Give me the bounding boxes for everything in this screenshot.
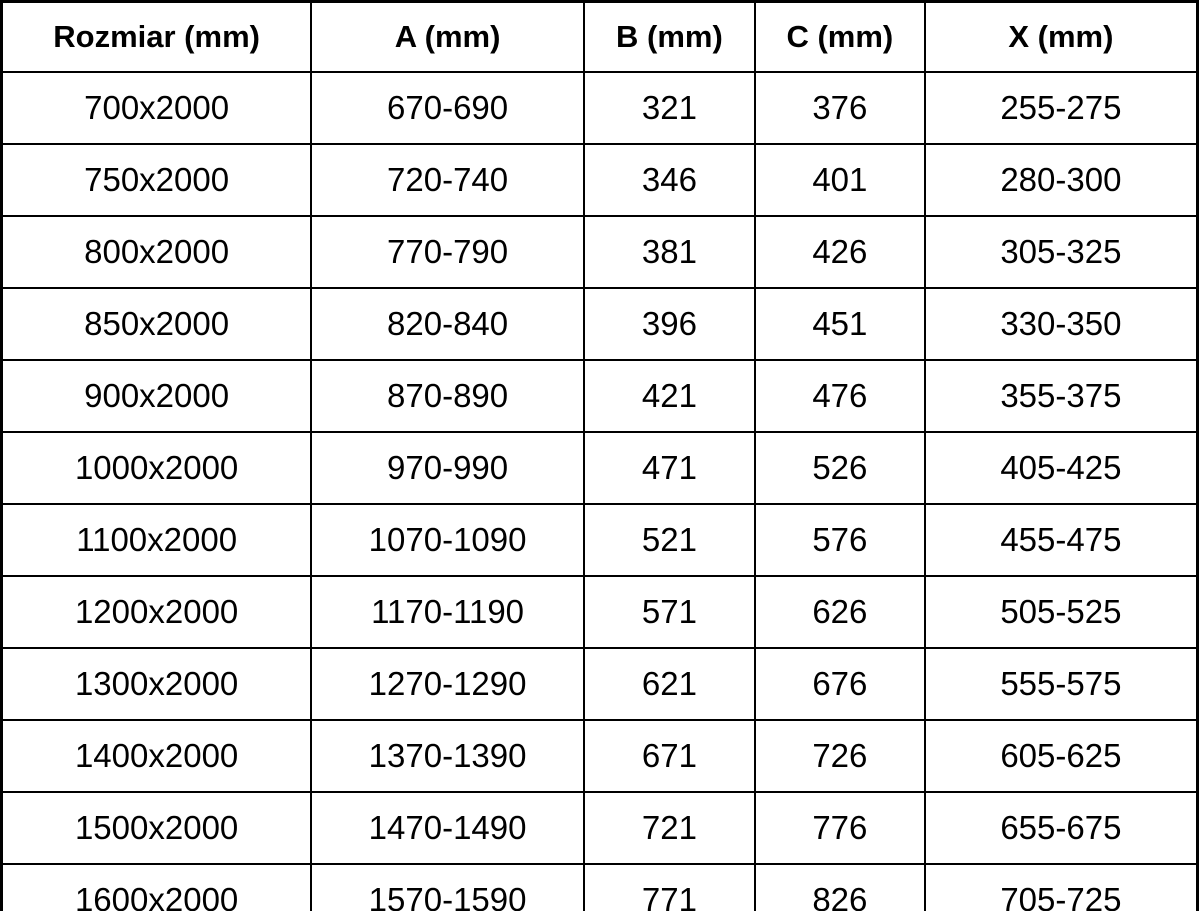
table-cell: 455-475	[925, 504, 1198, 576]
table-cell: 255-275	[925, 72, 1198, 144]
table-row	[2, 360, 1198, 432]
table-cell: 1370-1390	[311, 720, 584, 792]
table-row	[2, 720, 1198, 792]
table-row	[2, 864, 1198, 911]
table-cell: 676	[755, 648, 925, 720]
table-cell: 555-575	[925, 648, 1198, 720]
table-cell: 655-675	[925, 792, 1198, 864]
table-cell: 505-525	[925, 576, 1198, 648]
table-cell: 1300x2000	[2, 648, 312, 720]
table-cell: 1170-1190	[311, 576, 584, 648]
table-cell: 705-725	[925, 864, 1198, 911]
table-cell: 1400x2000	[2, 720, 312, 792]
table-cell: 621	[584, 648, 755, 720]
table-cell: 771	[584, 864, 755, 911]
table-cell: 1200x2000	[2, 576, 312, 648]
column-header-rozmiar: Rozmiar (mm)	[2, 2, 312, 73]
column-header-b: B (mm)	[584, 2, 755, 73]
table-cell: 776	[755, 792, 925, 864]
table-cell: 770-790	[311, 216, 584, 288]
table-cell: 396	[584, 288, 755, 360]
table-cell: 1500x2000	[2, 792, 312, 864]
table-cell: 800x2000	[2, 216, 312, 288]
table-cell: 526	[755, 432, 925, 504]
table-cell: 721	[584, 792, 755, 864]
table-cell: 870-890	[311, 360, 584, 432]
table-row	[2, 648, 1198, 720]
table-cell: 700x2000	[2, 72, 312, 144]
table-cell: 1000x2000	[2, 432, 312, 504]
table-cell: 850x2000	[2, 288, 312, 360]
table-cell: 381	[584, 216, 755, 288]
table-header	[2, 2, 1198, 73]
table-cell: 1070-1090	[311, 504, 584, 576]
table-cell: 330-350	[925, 288, 1198, 360]
table-row	[2, 144, 1198, 216]
table-cell: 451	[755, 288, 925, 360]
table-cell: 720-740	[311, 144, 584, 216]
table-cell: 426	[755, 216, 925, 288]
table-row	[2, 432, 1198, 504]
table-cell: 321	[584, 72, 755, 144]
table-cell: 750x2000	[2, 144, 312, 216]
header-row	[2, 2, 1198, 73]
table-cell: 571	[584, 576, 755, 648]
table-cell: 605-625	[925, 720, 1198, 792]
table-row	[2, 504, 1198, 576]
table-cell: 405-425	[925, 432, 1198, 504]
table-cell: 471	[584, 432, 755, 504]
column-header-x: X (mm)	[925, 2, 1198, 73]
table-cell: 1570-1590	[311, 864, 584, 911]
column-header-a: A (mm)	[311, 2, 584, 73]
table-cell: 826	[755, 864, 925, 911]
table-cell: 280-300	[925, 144, 1198, 216]
table-cell: 1470-1490	[311, 792, 584, 864]
table-cell: 376	[755, 72, 925, 144]
table-row	[2, 72, 1198, 144]
table-cell: 401	[755, 144, 925, 216]
table-cell: 1600x2000	[2, 864, 312, 911]
table-cell: 346	[584, 144, 755, 216]
table-row	[2, 576, 1198, 648]
table-cell: 1100x2000	[2, 504, 312, 576]
table-cell: 626	[755, 576, 925, 648]
table-row	[2, 792, 1198, 864]
table-cell: 355-375	[925, 360, 1198, 432]
table-cell: 476	[755, 360, 925, 432]
column-header-c: C (mm)	[755, 2, 925, 73]
table-cell: 421	[584, 360, 755, 432]
table-cell: 1270-1290	[311, 648, 584, 720]
table-cell: 671	[584, 720, 755, 792]
table-cell: 726	[755, 720, 925, 792]
table-cell: 820-840	[311, 288, 584, 360]
table-cell: 670-690	[311, 72, 584, 144]
table-cell: 576	[755, 504, 925, 576]
table-row	[2, 216, 1198, 288]
table-cell: 900x2000	[2, 360, 312, 432]
table-cell: 970-990	[311, 432, 584, 504]
table-cell: 521	[584, 504, 755, 576]
table-row	[2, 288, 1198, 360]
table-body	[2, 72, 1198, 911]
table-cell: 305-325	[925, 216, 1198, 288]
